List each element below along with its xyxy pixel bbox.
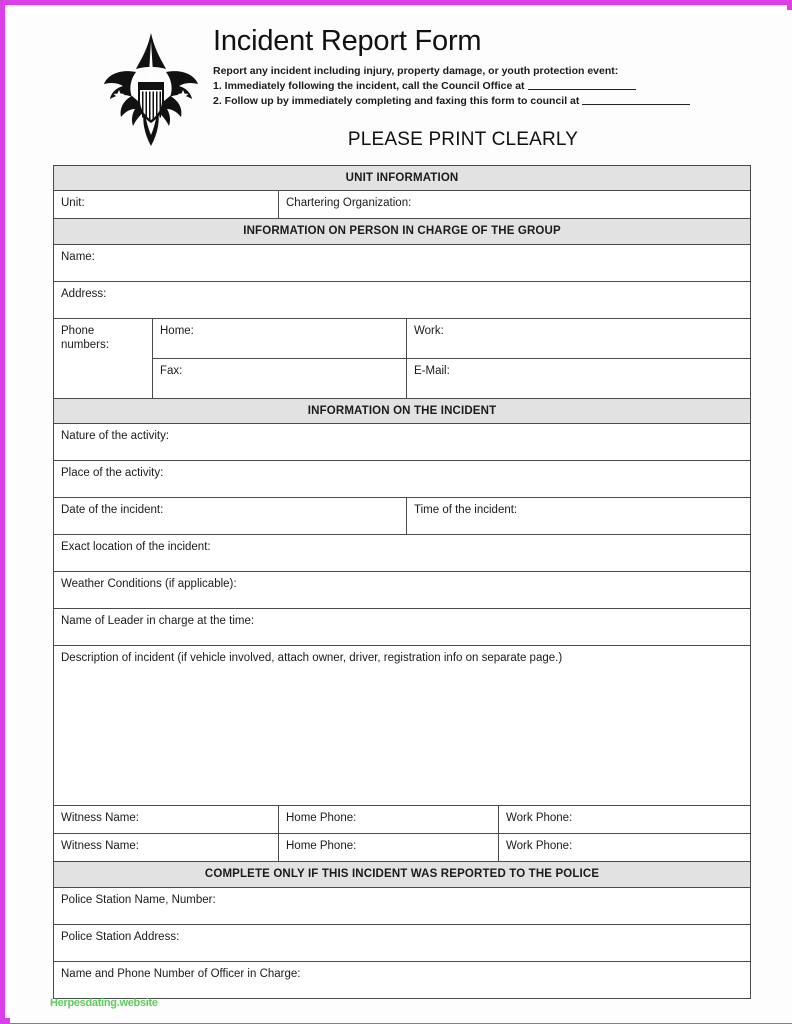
table-row	[54, 166, 751, 191]
table-row	[54, 498, 751, 535]
field-time-of-incident[interactable]: Time of the incident:	[407, 498, 751, 535]
table-row	[54, 609, 751, 646]
header-step-2-text: 2. Follow up by immediately completing and faxing this form to council at	[213, 94, 580, 107]
form-sheet	[10, 10, 792, 1023]
field-police-station-name[interactable]: Police Station Name, Number:	[54, 887, 751, 924]
field-place-of-activity[interactable]: Place of the activity:	[54, 461, 751, 498]
header-step-1	[213, 79, 733, 94]
boy-scouts-fleur-de-lis-icon	[101, 30, 201, 150]
table-row	[54, 572, 751, 609]
table-row	[54, 244, 751, 281]
field-phone-numbers-label: Phone numbers:	[54, 318, 153, 398]
field-weather-conditions[interactable]: Weather Conditions (if applicable):	[54, 572, 751, 609]
field-address[interactable]: Address:	[54, 281, 751, 318]
field-officer-in-charge[interactable]: Name and Phone Number of Officer in Charge:	[54, 961, 751, 998]
field-fax[interactable]: Fax:	[153, 358, 407, 398]
field-home-phone[interactable]: Home:	[153, 318, 407, 358]
table-row	[54, 887, 751, 924]
table-row	[54, 424, 751, 461]
table-row	[54, 862, 751, 887]
table-row	[54, 535, 751, 572]
table-row	[54, 646, 751, 806]
table-row	[54, 924, 751, 961]
header-step-1-text: 1. Immediately following the incident, call the Council Office at	[213, 79, 525, 92]
table-row	[54, 219, 751, 244]
field-witness-home-phone-2[interactable]: Home Phone:	[279, 834, 499, 862]
table-row	[54, 398, 751, 423]
page-title: Incident Report Form	[213, 25, 482, 57]
field-nature-of-activity[interactable]: Nature of the activity:	[54, 424, 751, 461]
field-witness-home-phone-1[interactable]: Home Phone:	[279, 806, 499, 834]
field-exact-location[interactable]: Exact location of the incident:	[54, 535, 751, 572]
watermark-text: Herpesdating.website	[50, 997, 158, 1009]
table-row	[54, 461, 751, 498]
section-header-incident-information: INFORMATION ON THE INCIDENT	[54, 398, 751, 423]
form-header	[10, 10, 792, 155]
header-step-2	[213, 94, 733, 109]
field-email[interactable]: E-Mail:	[407, 358, 751, 398]
field-unit[interactable]: Unit:	[54, 191, 279, 219]
field-witness-work-phone-2[interactable]: Work Phone:	[499, 834, 751, 862]
table-row	[54, 961, 751, 998]
field-date-of-incident[interactable]: Date of the incident:	[54, 498, 407, 535]
section-header-police: COMPLETE ONLY IF THIS INCIDENT WAS REPORTED TO THE POLICE	[54, 862, 751, 887]
section-header-unit-information: UNIT INFORMATION	[54, 166, 751, 191]
header-lead-line: Report any incident including injury, property damage, or youth protection event:	[213, 64, 619, 77]
field-witness-name-1[interactable]: Witness Name:	[54, 806, 279, 834]
table-row	[54, 191, 751, 219]
table-row	[54, 318, 751, 358]
field-police-station-address[interactable]: Police Station Address:	[54, 924, 751, 961]
field-witness-work-phone-1[interactable]: Work Phone:	[499, 806, 751, 834]
table-row	[54, 358, 751, 398]
table-row	[54, 281, 751, 318]
please-print-clearly-notice: PLEASE PRINT CLEARLY	[347, 129, 579, 150]
table-row	[54, 834, 751, 862]
field-leader-name[interactable]: Name of Leader in charge at the time:	[54, 609, 751, 646]
field-chartering-organization[interactable]: Chartering Organization:	[279, 191, 751, 219]
table-row	[54, 806, 751, 834]
field-work-phone[interactable]: Work:	[407, 318, 751, 358]
field-name[interactable]: Name:	[54, 244, 751, 281]
header-text-block	[213, 26, 733, 109]
field-description-of-incident[interactable]: Description of incident (if vehicle involved, attach owner, driver, registration info on separate page.)	[54, 646, 751, 806]
field-witness-name-2[interactable]: Witness Name:	[54, 834, 279, 862]
incident-report-table	[53, 165, 751, 999]
section-header-person-in-charge: INFORMATION ON PERSON IN CHARGE OF THE GROUP	[54, 219, 751, 244]
council-office-phone-blank	[528, 80, 636, 90]
council-fax-blank	[582, 95, 690, 105]
